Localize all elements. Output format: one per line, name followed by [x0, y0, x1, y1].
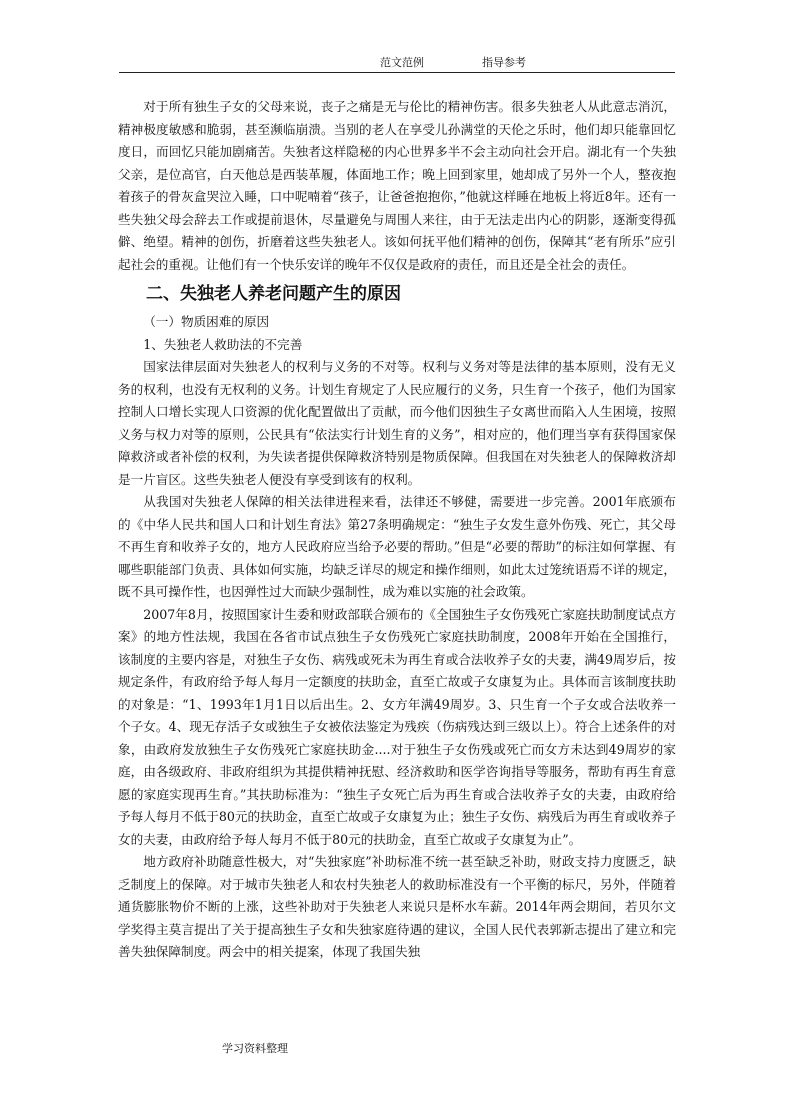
section-heading: 二、失独老人养老问题产生的原因: [146, 284, 401, 304]
header-left-text: 范文范例: [380, 56, 424, 69]
paragraph-2: 国家法律层面对失独老人的权利与义务的不对等。权利与义务对等是法律的基本原则，没有无义务的权利，也没有无权利的义务。计划生育规定了人民应履行的义务，只生育一个孩子，他们为国家控制人口增长实现人口资源的优化配置做出了贡献，而今他们因独生子女离世而陷入人生困境，按照义务与权力对等的原则，公民具有“依法实行计划生育的义务”，相对应的，他们理当享有获得国家保障救济或者补偿的权利，为失读者提供保障救济特别是物质保障。但我国在对失独老人的保障救济却是一片盲区。这些失独老人便没有享受到该有的权利。: [118, 359, 676, 487]
paragraph-5: 地方政府补助随意性极大，对“失独家庭”补助标准不统一甚至缺乏补助，财政支持力度匮乏，缺乏制度上的保障。对于城市失独老人和农村失独老人的救助标准没有一个平衡的标尺，另外，伴随着通货膨胀物价不断的上涨，这些补助对于失独老人来说只是杯水车薪。2014年两会期间，若贝尔文学奖得主莫言提出了关于提高独生子女和失独家庭待遇的建议，全国人民代表郭新志提出了建立和完善失独保障制度。两会中的相关提案，体现了我国失独: [118, 854, 676, 959]
page-header: [0, 54, 792, 70]
page-footer: 学习资料整理: [222, 1042, 288, 1055]
subheading-1: （一）物质困难的原因: [143, 314, 270, 329]
document-body: [118, 96, 676, 964]
paragraph-3: 从我国对失独老人保障的相关法律进程来看，法律还不够健，需要进一步完善。2001年底颁布的《中华人民共和国人口和计划生育法》第27条明确规定：“独生子女发生意外伤残、死亡，其父母不再生育和收养子女的，地方人民政府应当给予必要的帮助。”但是“必要的帮助”的标注如何掌握、有哪些职能部门负责、具体如何实施，均缺乏详尽的规定和操作细则，如此太过笼统语焉不详的规定，既不具可操作性，也因弹性过大而缺少强制性，成为难以实施的社会政策。: [118, 494, 676, 599]
paragraph-1: 对于所有独生子女的父母来说，丧子之痛是无与伦比的精神伤害。很多失独老人从此意志消沉，精神极度敏感和脆弱，甚至濒临崩溃。当别的老人在享受儿孙满堂的天伦之乐时，他们却只能靠回忆度日，而回忆只能加剧痛苦。失独者这样隐秘的内心世界多半不会主动向社会开启。湖北有一个失独父亲，是位高官，白天他总是西装革履，体面地工作；晚上回到家里，她却成了另外一个人，整夜抱着孩子的骨灰盒哭泣入睡，口中呢喃着“孩子，让爸爸抱抱你，”他就这样睡在地板上将近8年。还有一些失独父母会辞去工作或提前退休，尽量避免与周围人来往，由于无法走出内心的阴影，逐渐变得孤僻、绝望。精神的创伤，折磨着这些失独老人。该如何抚平他们精神的创伤，保障其“老有所乐”应引起社会的重视。让他们有一个快乐安详的晚年不仅仅是政府的责任，而且还是全社会的责任。: [118, 99, 676, 272]
header-rule: [119, 72, 675, 73]
header-right-text: 指导参考: [482, 56, 526, 69]
subheading-2: 1、失独老人救助法的不完善: [143, 336, 303, 352]
paragraph-4: 2007年8月，按照国家计生委和财政部联合颁布的《全国独生子女伤残死亡家庭扶助制度试点方案》的地方性法规，我国在各省市试点独生子女伤残死亡家庭扶助制度，2008年开始在全国推行，该制度的主要内容是，对独生子女伤、病残或死未为再生育或合法收养子女的夫妻，满49周岁后，按规定条件，有政府给予每人每月一定额度的扶助金，直至亡故或子女康复为止。具体而言该制度扶助的对象是：“1、1993年1月1日以后出生。2、女方年满49周岁。3、只生育一个子女或合法收养一个子女。4、现无存活子女或独生子女被依法鉴定为残疾（伤病残达到三级以上）。符合上述条件的对象，由政府发放独生子女伤残死亡家庭扶助金....对于独生子女伤残或死亡而女方未达到49周岁的家庭，由各级政府、非政府组织为其提供精神抚慰、经济救助和医学咨询指导等服务，帮助有再生育意愿的家庭实现再生育。”其扶助标准为：“独生子女死亡后为再生育或合法收养子女的夫妻，由政府给予每人每月不低于80元的扶助金，直至亡故或子女康复为止；独生子女伤、病残后为再生育或收养子女的夫妻，由政府给予每人每月不低于80元的扶助金，直至亡故或子女康复为止”。: [118, 606, 676, 847]
